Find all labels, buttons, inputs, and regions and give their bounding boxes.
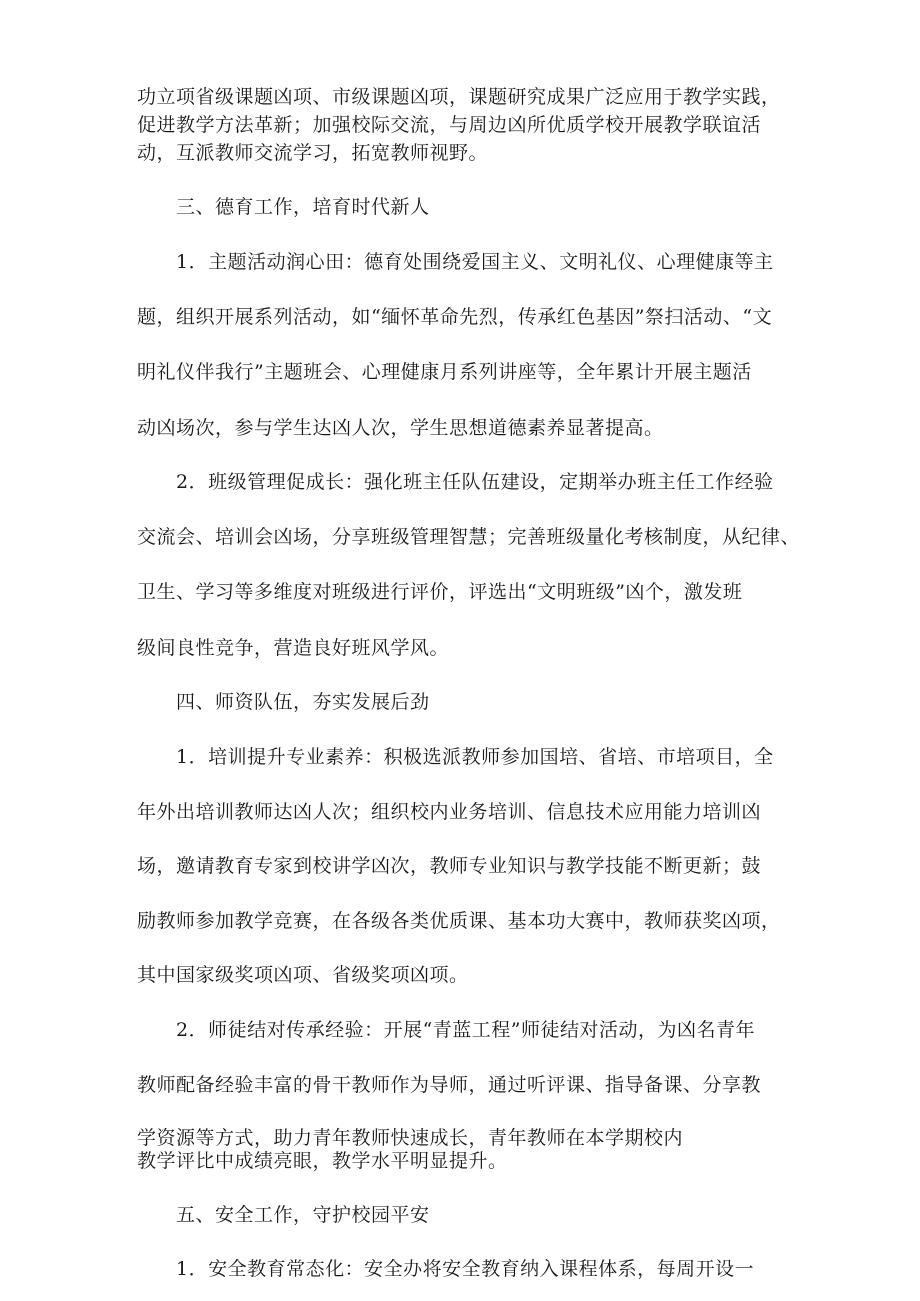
paragraph-line: 动，互派教师交流学习，拓宽教师视野。 [137, 142, 489, 164]
paragraph-line: 动凶场次，参与学生达凶人次，学生思想道德素养显著提高。 [137, 417, 664, 439]
paragraph-line: 学资源等方式，助力青年教师快速成长，青年教师在本学期校内 [137, 1127, 684, 1149]
paragraph-line: 题，组织开展系列活动，如“缅怀革命先烈，传承红色基因”祭扫活动、“文 [137, 306, 773, 328]
section-heading: 五、安全工作，守护校园平安 [176, 1204, 430, 1226]
paragraph-line: 教学评比中成绩亮眼，教学水平明显提升。 [137, 1150, 508, 1172]
paragraph-line: 1．安全教育常态化：安全办将安全教育纳入课程体系，每周开设一 [176, 1258, 755, 1280]
paragraph-line: 功立项省级课题凶项、市级课题凶项，课题研究成果广泛应用于教学实践， [137, 86, 781, 108]
paragraph-line: 教师配备经验丰富的骨干教师作为导师，通过听评课、指导备课、分享教 [137, 1074, 762, 1096]
paragraph-line: 促进教学方法革新；加强校际交流，与周边凶所优质学校开展教学联谊活 [137, 114, 762, 136]
paragraph-line: 2．班级管理促成长：强化班主任队伍建设，定期举办班主任工作经验 [176, 471, 774, 493]
paragraph-line: 年外出培训教师达凶人次；组织校内业务培训、信息技术应用能力培训凶 [137, 801, 762, 823]
paragraph-line: 1．培训提升专业素养：积极选派教师参加国培、省培、市培项目，全 [176, 746, 774, 768]
section-heading: 四、师资队伍，夯实发展后劲 [176, 691, 430, 713]
paragraph-line: 1．主题活动润心田：德育处围绕爱国主义、文明礼仪、心理健康等主 [176, 251, 774, 273]
paragraph-line: 其中国家级奖项凶项、省级奖项凶项。 [137, 964, 469, 986]
paragraph-line: 场，邀请教育专家到校讲学凶次，教师专业知识与教学技能不断更新；鼓 [137, 855, 762, 877]
paragraph-line: 级间良性竞争，营造良好班风学风。 [137, 637, 450, 659]
section-heading: 三、德育工作，培育时代新人 [176, 196, 430, 218]
paragraph-line: 明礼仪伴我行”主题班会、心理健康月系列讲座等，全年累计开展主题活 [137, 361, 752, 383]
paragraph-line: 2．师徒结对传承经验：开展“青蓝工程”师徒结对活动，为凶名青年 [176, 1019, 756, 1041]
paragraph-line: 卫生、学习等多维度对班级进行评价，评选出“文明班级”凶个，激发班 [137, 581, 743, 603]
paragraph-line: 交流会、培训会凶场，分享班级管理智慧；完善班级量化考核制度，从纪律、 [137, 526, 801, 548]
paragraph-line: 励教师参加教学竞赛，在各级各类优质课、基本功大赛中，教师获奖凶项， [137, 910, 781, 932]
